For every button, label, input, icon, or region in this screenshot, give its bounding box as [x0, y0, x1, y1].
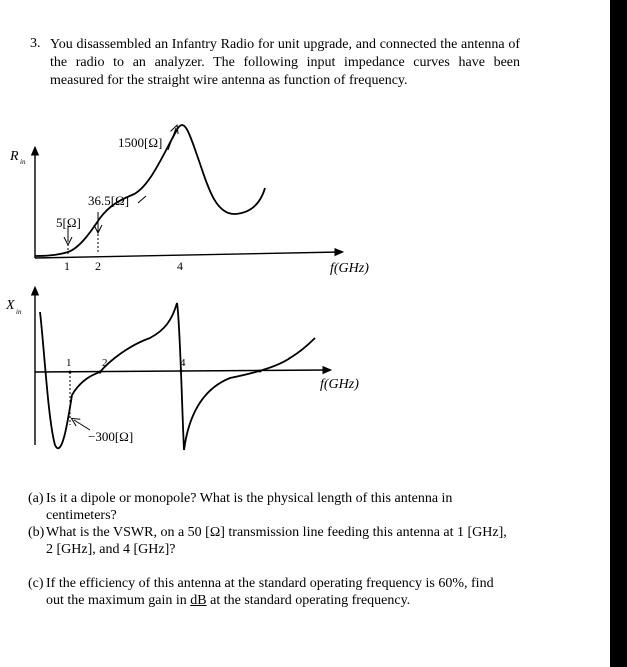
subquestion-c-line2-post: at the standard operating frequency.: [206, 593, 411, 608]
subquestion-c-unit: dB: [190, 593, 207, 608]
rin-5-label: 5[Ω]: [56, 215, 81, 230]
rin-365-leader: [138, 196, 146, 203]
subquestion-c-line1: If the efficiency of this antenna at the standard operating frequency is 60%, find: [46, 576, 494, 591]
subquestion-c-label: (c): [28, 576, 44, 591]
rin-axis-label: R: [10, 149, 19, 164]
subquestion-c-line2-pre: out the maximum gain in: [46, 593, 191, 608]
xin-marker-2: [99, 371, 102, 374]
subquestion-a-line1: Is it a dipole or monopole? What is the physical length of this antenna in: [46, 491, 453, 506]
question-intro: You disassembled an Infantry Radio for unit upgrade, and connected the antenna of the radio to an analyzer. The following input impedance curves have been measured for the straight wire antenna as function of frequency.: [50, 37, 520, 88]
subquestion-a: [28, 490, 523, 524]
subquestion-a-label: (a): [28, 491, 44, 506]
rin-365-label: 36.5[Ω]: [88, 193, 130, 208]
xin-marker-1: [69, 371, 72, 374]
subquestion-b-line1: What is the VSWR, on a 50 [Ω] transmission line feeding this antenna at 1 [GHz],: [46, 525, 507, 540]
rin-x-axis: [35, 252, 340, 258]
subquestion-b: [28, 524, 523, 558]
rin-freq-label: f(GHz): [330, 261, 369, 276]
xin-marker-zero: [259, 370, 262, 373]
subquestion-b-label: (b): [28, 525, 45, 540]
xin-tick-2: 2: [102, 357, 108, 369]
rin-tick-2: 2: [95, 259, 101, 273]
subquestion-a-line2: centimeters?: [46, 508, 117, 523]
xin-freq-label: f(GHz): [320, 377, 359, 392]
subquestion-c-line2: [28, 592, 523, 609]
question-number: 3.: [30, 36, 41, 51]
xin-300-label: −300[Ω]: [88, 429, 134, 444]
rin-chart: [9, 125, 369, 276]
xin-curve: [40, 303, 315, 450]
subquestion-b-line2: 2 [GHz], and 4 [GHz]?: [46, 542, 176, 557]
right-edge-strip: [610, 0, 627, 667]
xin-chart: [5, 290, 359, 450]
subquestion-c: [28, 575, 523, 609]
xin-tick-1: 1: [66, 357, 72, 369]
xin-marker-4: [180, 370, 183, 373]
xin-axis-label: X: [6, 298, 15, 313]
rin-axis-sub: in: [20, 158, 26, 166]
xin-axis-sub: in: [16, 308, 22, 316]
rin-1500-leader: [168, 128, 176, 150]
rin-1500-label: 1500[Ω]: [118, 135, 163, 150]
rin-tick-1: 1: [64, 259, 70, 273]
rin-tick-4: 4: [177, 259, 183, 273]
xin-tick-4: 4: [180, 357, 186, 369]
